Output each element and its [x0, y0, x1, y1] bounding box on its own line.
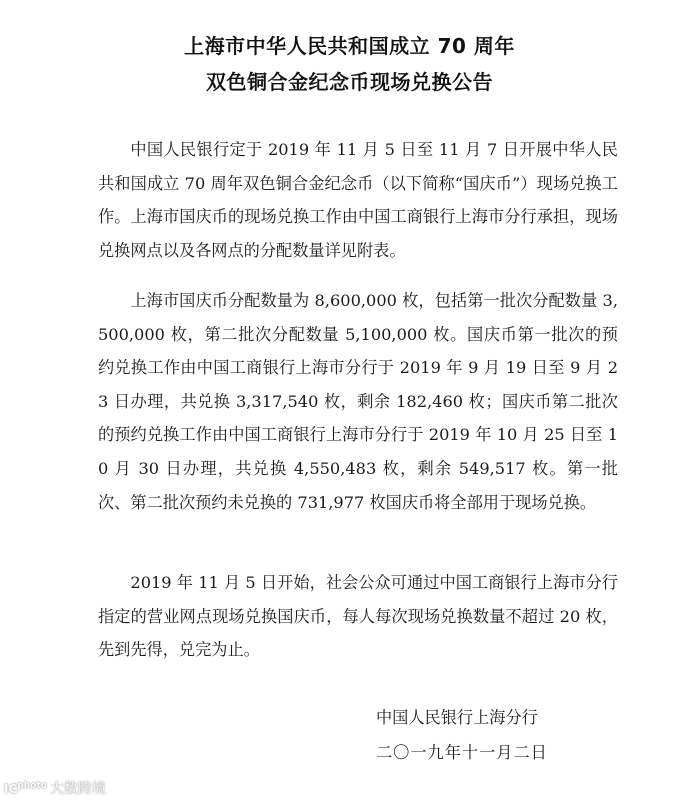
watermark-text: 大数跨境 — [49, 781, 106, 797]
document-title-line-2: 双色铜合金纪念币现场兑换公告 — [206, 70, 493, 94]
body-paragraph-2: 上海市国庆币分配数量为 8,600,000 枚，包括第一批次分配数量 3,500,000 枚，第二批次分配数量 5,100,000 枚。国庆币第一批次的预约兑换工作由中国工商银行上海市分行于 2019 年 9 月 19 日至 9 月 23 日办理，共兑换 3,317,540 枚，剩余 182,460 枚；国庆币第二批次的预约兑换工作由中国工商银行上海市分行于 2019 年 10 月 25 日至 10 月 30 日办理，共兑换 4,550,483 枚，剩余 549,517 枚。第一批次、第二批次预约未兑换的 731,977 枚国庆币将全部用于现场兑换。 — [98, 291, 618, 512]
body-paragraph-3-block — [98, 566, 618, 667]
body-paragraph-2-block — [98, 284, 618, 519]
document-title-line-1: 上海市中华人民共和国成立 70 周年 — [184, 34, 515, 58]
issue-date: 二〇一九年十一月二日 — [376, 743, 548, 762]
body-paragraph-1: 中国人民银行定于 2019 年 11 月 5 日至 11 月 7 日开展中华人民共和国成立 70 周年双色铜合金纪念币（以下简称“国庆币”）现场兑换工作。上海市国庆币的现场兑换工作由中国工商银行上海市分行承担，现场兑换网点以及各网点的分配数量详见附表。 — [98, 140, 618, 260]
issuer-signature: 中国人民银行上海分行 — [376, 708, 538, 727]
body-paragraph-3: 2019 年 11 月 5 日开始，社会公众可通过中国工商银行上海市分行指定的营业网点现场兑换国庆币，每人每次现场兑换数量不超过 20 枚，先到先得，兑完为止。 — [98, 573, 618, 660]
watermark — [4, 776, 106, 800]
watermark-logo-icon: $IC^{photo}$ — [4, 780, 47, 796]
body-paragraph-1-block — [98, 133, 618, 267]
